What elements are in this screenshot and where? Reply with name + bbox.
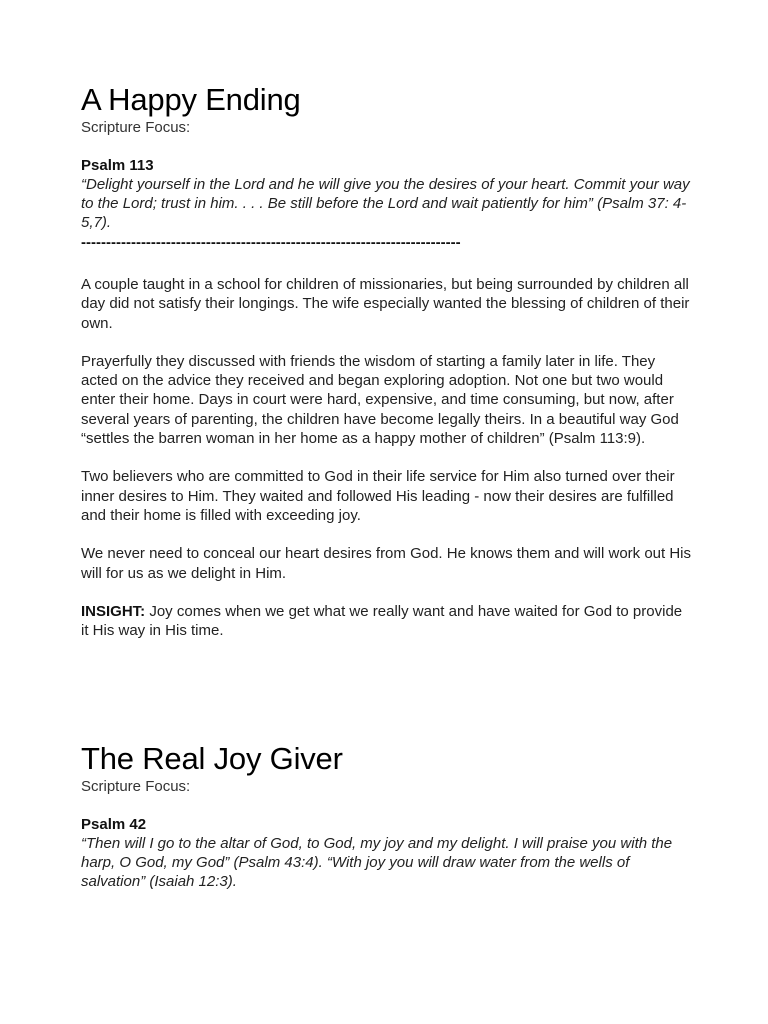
scripture-reference: Psalm 113 xyxy=(81,157,154,174)
body-paragraph: We never need to conceal our heart desires from God. He knows them and will work out His will for us as we delight in Him. xyxy=(81,545,692,582)
article-title: A Happy Ending xyxy=(81,82,301,117)
body-paragraph: Two believers who are committed to God in their life service for Him also turned over their inner desires to Him. They waited and followed His leading - now their desires are fulfilled and their home is filled with exceeding joy. xyxy=(81,468,675,524)
article-the-real-joy-giver xyxy=(81,741,691,891)
insight-text: Joy comes when we get what we really want and have waited for God to provide it His way in His time. xyxy=(81,602,683,640)
body-paragraph: Prayerfully they discussed with friends the wisdom of starting a family later in life. They acted on the advice they received and began exploring adoption. Not one but two would enter their home. Days in court were hard, expensive, and time consuming, but now, after several years of parenting, the children have become legally theirs. In a beautiful way God “settles the barren woman in her home as a happy mother of children” (Psalm 113:9). xyxy=(81,352,679,448)
scripture-reference: Psalm 42 xyxy=(81,816,147,833)
scripture-verse: “Delight yourself in the Lord and he will give you the desires of your heart. Commit your way to the Lord; trust in him. . . . Be still before the Lord and wait patiently for him” (Psalm 37: 4-5,7). xyxy=(81,176,690,231)
dashed-divider: ---------------------------------------------------------------------------- xyxy=(81,234,461,251)
body-paragraph: A couple taught in a school for children of missionaries, but being surrounded by children all day did not satisfy their longings. The wife especially wanted the blessing of children of their own. xyxy=(81,276,690,332)
article-title: The Real Joy Giver xyxy=(81,741,343,776)
insight-paragraph xyxy=(81,602,691,641)
scripture-verse: “Then will I go to the altar of God, to God, my joy and my delight. I will praise you with the harp, O God, my God” (Psalm 43:4). “With joy you will draw water from the wells of salvation” (Isaiah 12:3). xyxy=(81,835,673,890)
insight-label: INSIGHT: xyxy=(81,602,146,620)
scripture-focus-label: Scripture Focus: xyxy=(81,778,191,795)
scripture-focus-label: Scripture Focus: xyxy=(81,119,191,136)
article-a-happy-ending xyxy=(81,82,691,640)
